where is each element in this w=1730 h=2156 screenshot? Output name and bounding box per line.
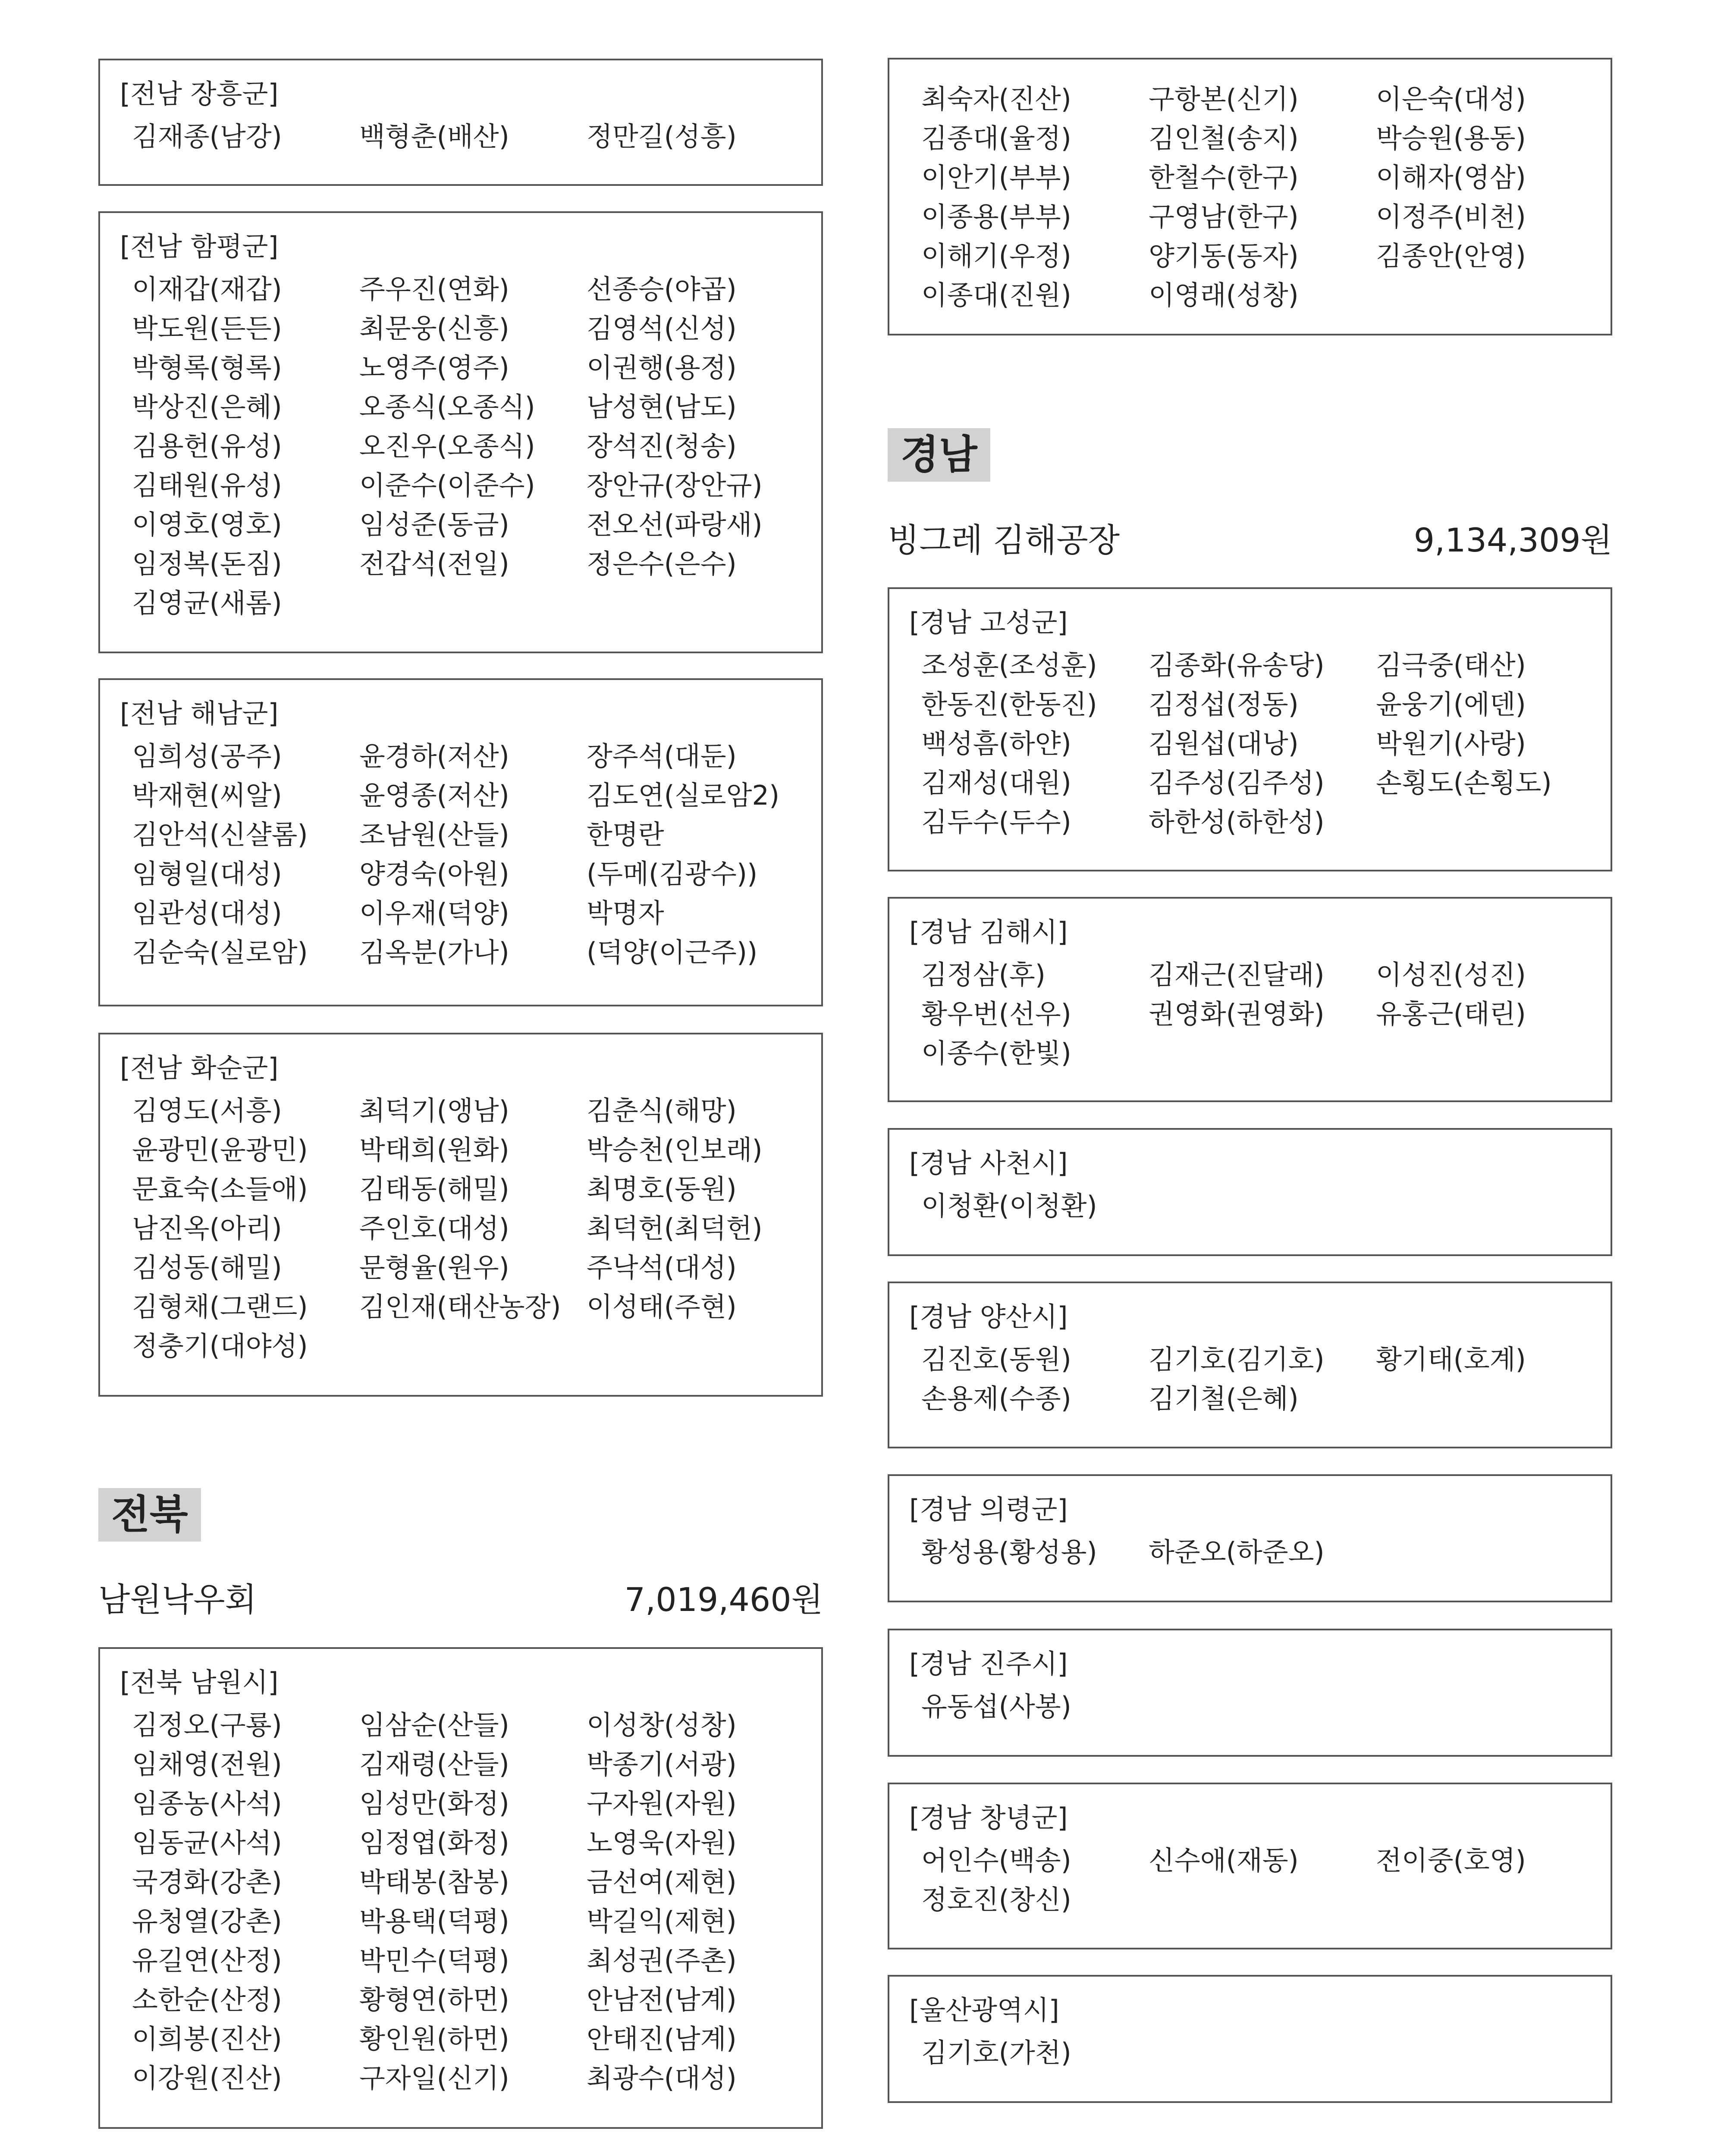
- list-item: 김안석(신샬롬): [132, 819, 308, 850]
- name-list: [921, 1841, 1602, 1919]
- list-item: 남성현(남도): [587, 391, 737, 423]
- name-list: [921, 1687, 1602, 1726]
- list-item: 최성권(주촌): [587, 1945, 737, 1976]
- donor-amount: 7,019,460원: [624, 1580, 823, 1619]
- list-item: 김순숙(실로암): [132, 937, 308, 968]
- name-list: [921, 646, 1602, 842]
- region-box-title: [경남 창녕군]: [909, 1802, 1068, 1833]
- list-item: 임관성(대성): [132, 897, 282, 929]
- list-item: 안태진(남계): [587, 2023, 737, 2055]
- list-item: 최덕헌(최덕헌): [587, 1213, 763, 1244]
- list-item: 전갑석(전일): [359, 548, 509, 580]
- name-list: [132, 736, 813, 972]
- list-item: 황우번(선우): [921, 998, 1071, 1030]
- region-box-uiryeong: [888, 1474, 1612, 1602]
- list-item: 김종화(유송당): [1149, 649, 1325, 681]
- donor-amount: 9,134,309원: [1413, 521, 1612, 559]
- region-box-haenam: [98, 678, 823, 1006]
- region-box-title: [경남 의령군]: [909, 1494, 1068, 1525]
- region-box-title: [전북 남원시]: [120, 1667, 279, 1698]
- region-heading-jeonbuk: 전북: [98, 1488, 201, 1542]
- region-box-title: [경남 진주시]: [909, 1648, 1068, 1680]
- list-item: 한명란: [587, 819, 664, 850]
- list-item: 유동섭(사봉): [921, 1691, 1071, 1722]
- list-item: 한동진(한동진): [921, 689, 1097, 720]
- name-list: [921, 1340, 1602, 1418]
- list-item: 임희성(공주): [132, 740, 282, 772]
- list-item: 국경화(강촌): [132, 1866, 282, 1898]
- list-item: 구영남(한구): [1149, 201, 1299, 232]
- list-item: 이영래(성창): [1149, 279, 1299, 311]
- list-item: 박종기(서광): [587, 1749, 737, 1780]
- list-item: 오종식(오종식): [359, 391, 535, 423]
- list-item: 김재종(남강): [132, 121, 282, 152]
- region-box-hwasun: [98, 1033, 823, 1397]
- list-item: 이해자(영삼): [1376, 162, 1526, 193]
- list-item: 김인재(태산농장): [359, 1291, 561, 1322]
- list-item: 임정복(돈짐): [132, 548, 282, 580]
- list-item: 황형연(하먼): [359, 1984, 509, 2015]
- list-item: 윤광민(윤광민): [132, 1134, 308, 1166]
- list-item: 김진호(동원): [921, 1344, 1071, 1375]
- list-item: 이희봉(진산): [132, 2023, 282, 2055]
- list-item: 윤경하(저산): [359, 740, 509, 772]
- region-box-ulsan: [888, 1975, 1612, 2103]
- list-item: 임채영(전원): [132, 1749, 282, 1780]
- list-item: 황인원(하먼): [359, 2023, 509, 2055]
- list-item: 소한순(산정): [132, 1984, 282, 2015]
- list-item: 김인철(송지): [1149, 122, 1299, 154]
- donor-name: 남원낙우회: [98, 1580, 257, 1619]
- donor-name: 빙그레 김해공장: [888, 521, 1120, 559]
- list-item: 윤웅기(에덴): [1376, 689, 1526, 720]
- region-box-title: [경남 고성군]: [909, 607, 1068, 638]
- list-item: 유홍근(태린): [1376, 998, 1526, 1030]
- list-item: 김영균(새롬): [132, 587, 282, 619]
- name-list: [921, 79, 1602, 315]
- name-list: [921, 1532, 1602, 1572]
- list-item: 선종승(야곱): [587, 273, 737, 305]
- region-box-namwon-continued: [888, 58, 1612, 335]
- list-item: 황성용(황성용): [921, 1536, 1097, 1568]
- list-item: 신수애(재동): [1149, 1845, 1299, 1876]
- list-item: 최덕기(앵남): [359, 1095, 509, 1126]
- list-item: 최문웅(신흥): [359, 313, 509, 344]
- list-item: 김도연(실로암2): [587, 780, 780, 811]
- region-box-title: [경남 사천시]: [909, 1147, 1068, 1179]
- list-item: 임삼순(산들): [359, 1709, 509, 1741]
- list-item: 박민수(덕평): [359, 1945, 509, 1976]
- list-item: 김주성(김주성): [1149, 767, 1325, 799]
- list-item: 윤영종(저산): [359, 780, 509, 811]
- list-item: 구자원(자원): [587, 1788, 737, 1819]
- list-item: 박용택(덕평): [359, 1905, 509, 1937]
- list-item: 김종안(안영): [1376, 240, 1526, 272]
- region-box-hampyeong: [98, 211, 823, 653]
- region-box-jangheung: [98, 59, 823, 186]
- region-box-jinju: [888, 1629, 1612, 1757]
- list-item: 이정주(비천): [1376, 201, 1526, 232]
- name-list: [132, 1705, 813, 2098]
- list-item: 김두수(두수): [921, 806, 1071, 838]
- list-item: 구항본(신기): [1149, 83, 1299, 115]
- list-item: 이성창(성창): [587, 1709, 737, 1741]
- name-list: [921, 955, 1602, 1073]
- list-item: 김영도(서흥): [132, 1095, 282, 1126]
- list-item: 박태희(원화): [359, 1134, 509, 1166]
- list-item: 문형율(원우): [359, 1252, 509, 1283]
- list-item: 임성준(동금): [359, 509, 509, 540]
- list-item: 이성태(주현): [587, 1291, 737, 1322]
- list-item: 박원기(사랑): [1376, 728, 1526, 759]
- list-item: 장안규(장안규): [587, 470, 763, 501]
- list-item: (두메(김광수)): [587, 858, 758, 890]
- list-item: 정은수(은수): [587, 548, 737, 580]
- list-item: 이성진(성진): [1376, 959, 1526, 990]
- list-item: 김성동(해밀): [132, 1252, 282, 1283]
- list-item: 조성훈(조성훈): [921, 649, 1097, 681]
- name-list: [921, 1186, 1602, 1225]
- name-list: [921, 2033, 1602, 2072]
- list-item: 김재령(산들): [359, 1749, 509, 1780]
- list-item: 김옥분(가나): [359, 937, 509, 968]
- list-item: 전오선(파랑새): [587, 509, 763, 540]
- region-box-changnyeong: [888, 1783, 1612, 1949]
- list-item: 황기태(호계): [1376, 1344, 1526, 1375]
- list-item: 이종수(한빛): [921, 1037, 1071, 1069]
- list-item: 김춘식(해망): [587, 1095, 737, 1126]
- list-item: 김정섭(정동): [1149, 689, 1299, 720]
- list-item: (덕양(이근주)): [587, 937, 758, 968]
- list-item: 노영주(영주): [359, 352, 509, 383]
- list-item: 박태봉(참봉): [359, 1866, 509, 1898]
- list-item: 김기호(김기호): [1149, 1344, 1325, 1375]
- list-item: 김재근(진달래): [1149, 959, 1325, 990]
- list-item: 박도원(든든): [132, 313, 282, 344]
- list-item: 장석진(청송): [587, 430, 737, 462]
- list-item: 백성흠(하얀): [921, 728, 1071, 759]
- list-item: 최광수(대성): [587, 2062, 737, 2094]
- list-item: 조남원(산들): [359, 819, 509, 850]
- region-box-namwon: [98, 1647, 823, 2129]
- list-item: 김기호(가천): [921, 2037, 1071, 2068]
- list-item: 최숙자(진산): [921, 83, 1071, 115]
- list-item: 김태동(해밀): [359, 1173, 509, 1205]
- list-item: 손용제(수종): [921, 1383, 1071, 1414]
- list-item: 주인호(대성): [359, 1213, 509, 1244]
- list-item: 박상진(은혜): [132, 391, 282, 423]
- region-box-goseong: [888, 587, 1612, 871]
- list-item: 하준오(하준오): [1149, 1536, 1325, 1568]
- list-item: 양경숙(아원): [359, 858, 509, 890]
- list-item: 이영호(영호): [132, 509, 282, 540]
- list-item: 권영화(권영화): [1149, 998, 1325, 1030]
- donor-line-binggrae: [888, 519, 1612, 562]
- list-item: 김용헌(유성): [132, 430, 282, 462]
- region-box-title: [전남 해남군]: [120, 698, 279, 729]
- list-item: 박형록(형록): [132, 352, 282, 383]
- list-item: 정충기(대야성): [132, 1330, 308, 1362]
- region-box-gimhae: [888, 897, 1612, 1102]
- list-item: 박승천(인보래): [587, 1134, 763, 1166]
- list-item: 임성만(화정): [359, 1788, 509, 1819]
- list-item: 이재갑(재갑): [132, 273, 282, 305]
- list-item: 하한성(하한성): [1149, 806, 1325, 838]
- list-item: 구자일(신기): [359, 2062, 509, 2094]
- list-item: 이권행(용정): [587, 352, 737, 383]
- list-item: 이강원(진산): [132, 2062, 282, 2094]
- list-item: 유길연(산정): [132, 1945, 282, 1976]
- list-item: 장주석(대둔): [587, 740, 737, 772]
- region-box-title: [울산광역시]: [909, 1994, 1059, 2026]
- list-item: 전이중(호영): [1376, 1845, 1526, 1876]
- list-item: 김원섭(대낭): [1149, 728, 1299, 759]
- list-item: 최명호(동원): [587, 1173, 737, 1205]
- list-item: 박명자: [587, 897, 664, 929]
- region-box-title: [경남 김해시]: [909, 916, 1068, 948]
- list-item: 이종용(부부): [921, 201, 1071, 232]
- list-item: 임동균(사석): [132, 1827, 282, 1858]
- list-item: 문효숙(소들애): [132, 1173, 308, 1205]
- list-item: 김재성(대원): [921, 767, 1071, 799]
- list-item: 양기동(동자): [1149, 240, 1299, 272]
- list-item: 박승원(용동): [1376, 122, 1526, 154]
- list-item: 김정삼(후): [921, 959, 1046, 990]
- list-item: 어인수(백송): [921, 1845, 1071, 1876]
- region-box-yangsan: [888, 1282, 1612, 1448]
- list-item: 임정엽(화정): [359, 1827, 509, 1858]
- list-item: 임종농(사석): [132, 1788, 282, 1819]
- list-item: 정만길(성흥): [587, 121, 737, 152]
- list-item: 김극중(태산): [1376, 649, 1526, 681]
- list-item: 안남전(남계): [587, 1984, 737, 2015]
- list-item: 노영욱(자원): [587, 1827, 737, 1858]
- list-item: 이준수(이준수): [359, 470, 535, 501]
- name-list: [132, 1091, 813, 1366]
- list-item: 이해기(우정): [921, 240, 1071, 272]
- list-item: 주낙석(대성): [587, 1252, 737, 1283]
- region-box-title: [전남 함평군]: [120, 231, 279, 262]
- list-item: 김정오(구룡): [132, 1709, 282, 1741]
- list-item: 김영석(신성): [587, 313, 737, 344]
- list-item: 박재현(씨알): [132, 780, 282, 811]
- list-item: 금선여(제현): [587, 1866, 737, 1898]
- list-item: 손횡도(손횡도): [1376, 767, 1552, 799]
- list-item: 유청열(강촌): [132, 1905, 282, 1937]
- region-box-title: [경남 양산시]: [909, 1301, 1068, 1332]
- list-item: 김형채(그랜드): [132, 1291, 308, 1322]
- list-item: 한철수(한구): [1149, 162, 1299, 193]
- region-box-title: [전남 장흥군]: [120, 78, 279, 110]
- name-list: [132, 117, 813, 156]
- list-item: 이청환(이청환): [921, 1190, 1097, 1222]
- list-item: 이우재(덕양): [359, 897, 509, 929]
- list-item: 김종대(율정): [921, 122, 1071, 154]
- list-item: 백형춘(배산): [359, 121, 509, 152]
- region-box-sacheon: [888, 1128, 1612, 1256]
- list-item: 주우진(연화): [359, 273, 509, 305]
- region-box-title: [전남 화순군]: [120, 1052, 279, 1084]
- list-item: 이종대(진원): [921, 279, 1071, 311]
- list-item: 정호진(창신): [921, 1884, 1071, 1915]
- list-item: 임형일(대성): [132, 858, 282, 890]
- list-item: 김태원(유성): [132, 470, 282, 501]
- name-list: [132, 270, 813, 623]
- list-item: 이안기(부부): [921, 162, 1071, 193]
- list-item: 남진옥(아리): [132, 1213, 282, 1244]
- region-heading-gyeongnam: 경남: [888, 428, 990, 482]
- list-item: 오진우(오종식): [359, 430, 535, 462]
- list-item: 이은숙(대성): [1376, 83, 1526, 115]
- list-item: 김기철(은혜): [1149, 1383, 1299, 1414]
- list-item: 박길익(제현): [587, 1905, 737, 1937]
- donor-line-namwon: [98, 1578, 823, 1621]
